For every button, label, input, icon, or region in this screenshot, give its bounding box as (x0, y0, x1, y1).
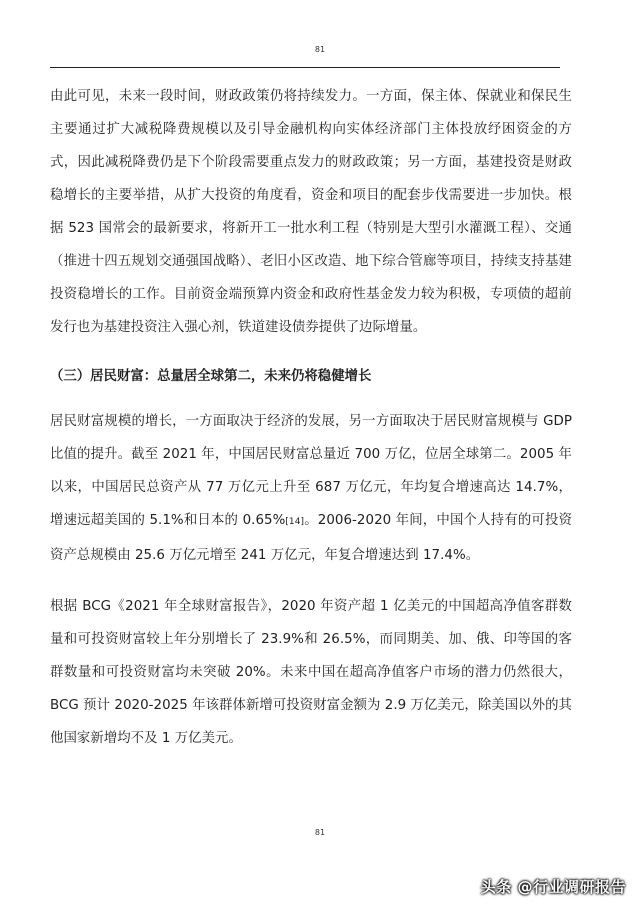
section-heading-household-wealth: （三）居民财富：总量居全球第二，未来仍将稳健增长 (50, 369, 372, 384)
paragraph-household-wealth-main: 居民财富规模的增长，一方面取决于经济的发展，另一方面取决于居民财富规模与 GDP 比值的提升。截至 2021 年，中国居民财富总量近 700 万亿，位居全球第二。2005 年以来，中国居民总资产从 77 万亿元上升至 687 万亿元，年均复合增速高达 14.7%，增速远超美国的 5.1%和日本的 0.65% (50, 414, 572, 528)
paragraph-bcg-report: 根据 BCG《2021 年全球财富报告》，2020 年资产超 1 亿美元的中国超高净值客群数量和可投资财富较上年分别增长了 23.9%和 26.5%，而同期美、加、俄、印等国的客群数量和可投资财富均未突破 20%。未来中国在超高净值客户市场的潜力仍然很大，BCG 预计 2020-2025 年该群体新增可投资财富金额为 2.9 万亿美元，除美国以外的其他国家新增均不及 1 万亿美元。 (50, 599, 572, 746)
paragraph-household-wealth-tail: 。2006-2020 年间，中国个人持有的可投资资产总规模由 25.6 万亿元增至 241 万亿元，年复合增速达到 17.4%。 (50, 513, 573, 563)
header-rule (50, 67, 560, 68)
document-body (50, 80, 572, 755)
paragraph-household-wealth (50, 405, 572, 572)
page-number-bottom: 81 (314, 828, 326, 837)
paragraph-fiscal-policy: 由此可见，未来一段时间，财政政策仍将持续发力。一方面，保主体、保就业和保民生主要通过扩大减税降费规模以及引导金融机构向实体经济部门主体投放纾困资金的方式，因此减税降费仍是下个阶段需要重点发力的财政政策；另一方面，基建投资是财政稳增长的主要举措，从扩大投资的角度看，资金和项目的配套步伐需要进一步加快。根据 523 国常会的最新要求，将新开工一批水利工程（特别是大型引水灌溉工程）、交通（推进十四五规划交通强国战略）、老旧小区改造、地下综合管廊等项目，持续支持基建投资稳增长的工作。目前资金端预算内资金和政府性基金发力较为积极，专项债的超前发行也为基建投资注入强心剂，铁道建设债券提供了边际增量。 (50, 89, 572, 335)
page-number-top: 81 (314, 45, 326, 54)
citation-marker[interactable]: [14] (285, 517, 305, 527)
watermark-label: 头条 @行业调研报告 (480, 878, 626, 896)
